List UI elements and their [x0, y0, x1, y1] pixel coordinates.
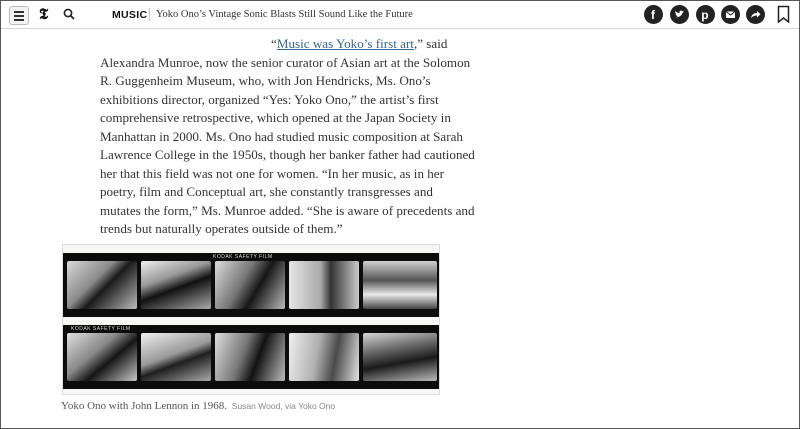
facebook-icon[interactable]	[644, 5, 663, 24]
top-bar	[1, 1, 799, 29]
photo-caption	[61, 400, 335, 412]
hamburger-icon	[14, 11, 24, 13]
photo-credit: Susan Wood, via Yoko Ono	[231, 401, 336, 411]
twitter-icon[interactable]	[670, 5, 689, 24]
photo-frame	[141, 261, 211, 309]
svg-text:p: p	[701, 8, 709, 22]
bookmark-icon[interactable]	[777, 5, 790, 24]
header-divider	[149, 8, 150, 21]
photo-frame	[215, 261, 285, 309]
paragraph-line: Lawrence College in the 1950s, though her banker father had cautioned	[100, 147, 475, 162]
header-headline: Yoko Ono’s Vintage Sonic Blasts Still Sound Like the Future	[156, 9, 413, 20]
photo-frame	[67, 333, 137, 381]
contact-sheet-photo[interactable]	[62, 244, 440, 395]
menu-button[interactable]	[9, 6, 29, 25]
paragraph-line: trends but naturally operates outside of them.”	[100, 221, 343, 236]
paragraph-line: Alexandra Munroe, now the senior curator of Asian art at the Solomon	[100, 54, 471, 70]
said-text: ,” said	[413, 36, 448, 51]
paragraph-line: exhibitions director, organized “Yes: Yoko Ono,” the artist’s first	[100, 91, 439, 107]
paragraph-line: poetry, film and Conceptual art, she constantly transgresses and	[100, 184, 433, 199]
hamburger-icon-bar	[14, 19, 24, 21]
film-strip-bottom	[63, 325, 440, 389]
svg-text:f: f	[651, 8, 655, 22]
photo-frame	[289, 261, 359, 309]
hamburger-icon-bar	[14, 15, 24, 17]
paragraph-line: mutates the form,” Ms. Munroe added. “She is aware of precedents and	[100, 202, 475, 218]
paragraph-line: Manhattan in 2000. Ms. Ono had studied music composition at Sarah	[100, 128, 463, 144]
paragraph-line: her that this field was not one for women. “In her music, as in her	[100, 165, 444, 181]
email-icon[interactable]	[721, 5, 740, 24]
photo-frame	[67, 261, 137, 309]
film-strip-top	[63, 253, 440, 317]
film-edge-text: KODAK SAFETY FILM	[71, 326, 131, 332]
paragraph-line: R. Guggenheim Museum, who, with Jon Hendricks, Ms. Ono’s	[100, 73, 431, 88]
article-link[interactable]: Music was Yoko’s first art	[276, 36, 414, 51]
nyt-logo[interactable]: 𝕿	[39, 5, 49, 23]
search-icon[interactable]	[63, 8, 75, 20]
film-edge-text: KODAK SAFETY FILM	[213, 254, 273, 260]
paragraph-first-line	[100, 35, 448, 54]
open-quote: “	[271, 36, 277, 51]
section-label[interactable]: MUSIC	[112, 9, 148, 21]
photo-frame	[363, 261, 437, 309]
caption-text: Yoko Ono with John Lennon in 1968.	[61, 400, 228, 412]
article-body	[100, 35, 475, 239]
photo-frame	[289, 333, 359, 381]
pinterest-icon[interactable]	[696, 5, 715, 24]
photo-frame	[215, 333, 285, 381]
photo-frame	[141, 333, 211, 381]
paragraph-line: comprehensive retrospective, which opened at the Japan Society in	[100, 110, 451, 125]
share-icon[interactable]	[746, 5, 765, 24]
photo-frame	[363, 333, 437, 381]
